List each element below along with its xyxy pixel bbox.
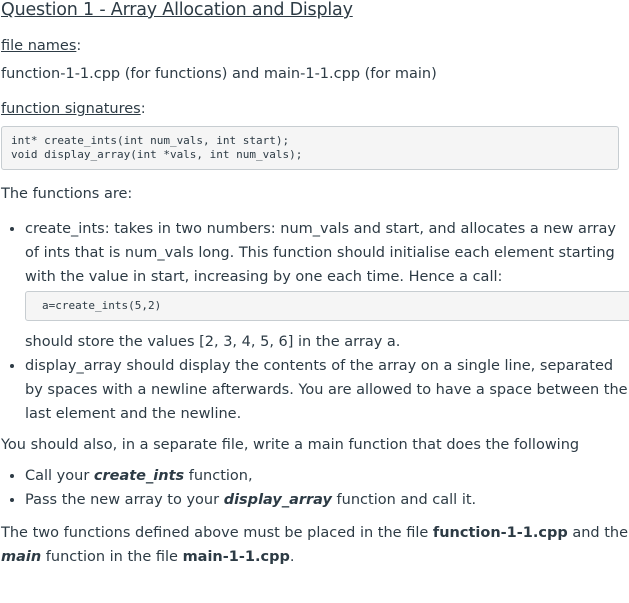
- functions-intro: The functions are:: [1, 186, 133, 202]
- file-names-label-colon: :: [76, 38, 82, 54]
- closing-text-4: .: [289, 549, 295, 565]
- closing-main-word: main: [1, 549, 42, 565]
- closing-text-2: and the: [567, 525, 629, 541]
- main-function-intro: You should also, in a separate file, write a main function that does the following: [1, 437, 580, 453]
- example-call-code-block: a=create_ints(5,2): [25, 291, 629, 321]
- list-item-display-array: [25, 354, 629, 426]
- list-item-step-1: [25, 464, 629, 488]
- display-array-description: display_array should display the contents of the array on a single line, separated by spaces with a newline afterwards. You are allowed to have a space between the last element and the newline.: [25, 358, 628, 422]
- create-ints-description: create_ints: takes in two numbers: num_vals and start, and allocates a new array of ints that is num_vals long. This function should initialise each element starting with the value in start, increasing by one each time. Hence a call:: [25, 221, 616, 285]
- closing-text-1: The two functions defined above must be placed in the file: [1, 525, 433, 541]
- list-item-step-2: [25, 488, 629, 512]
- main-steps-list: [1, 464, 629, 512]
- step2-function-name: display_array: [223, 492, 332, 508]
- step2-pre: Pass the new array to your: [25, 492, 224, 508]
- create-ints-result-text: should store the values [2, 3, 4, 5, 6] in the array a.: [25, 334, 401, 350]
- step2-post: function and call it.: [331, 492, 477, 508]
- closing-main-file: main-1-1.cpp: [182, 549, 290, 565]
- step1-pre: Call your: [25, 468, 94, 484]
- step1-post: function,: [184, 468, 253, 484]
- closing-text-3: function in the file: [41, 549, 183, 565]
- step1-function-name: create_ints: [93, 468, 185, 484]
- file-names-label: [1, 36, 629, 56]
- functions-list: [1, 217, 629, 426]
- file-names-text: function-1-1.cpp (for functions) and main-1-1.cpp (for main): [1, 66, 437, 82]
- signatures-code-block: int* create_ints(int num_vals, int start); void display_array(int *vals, int num_vals);: [1, 126, 619, 170]
- file-names-label-text: file names: [1, 38, 77, 54]
- closing-paragraph: [1, 521, 629, 569]
- closing-function-file: function-1-1.cpp: [432, 525, 568, 541]
- function-signatures-label: [1, 99, 629, 119]
- list-item-create-ints: [25, 217, 629, 354]
- function-signatures-label-text: function signatures: [1, 101, 141, 117]
- question-heading: Question 1 - Array Allocation and Display: [1, 0, 353, 20]
- function-signatures-label-colon: :: [140, 101, 146, 117]
